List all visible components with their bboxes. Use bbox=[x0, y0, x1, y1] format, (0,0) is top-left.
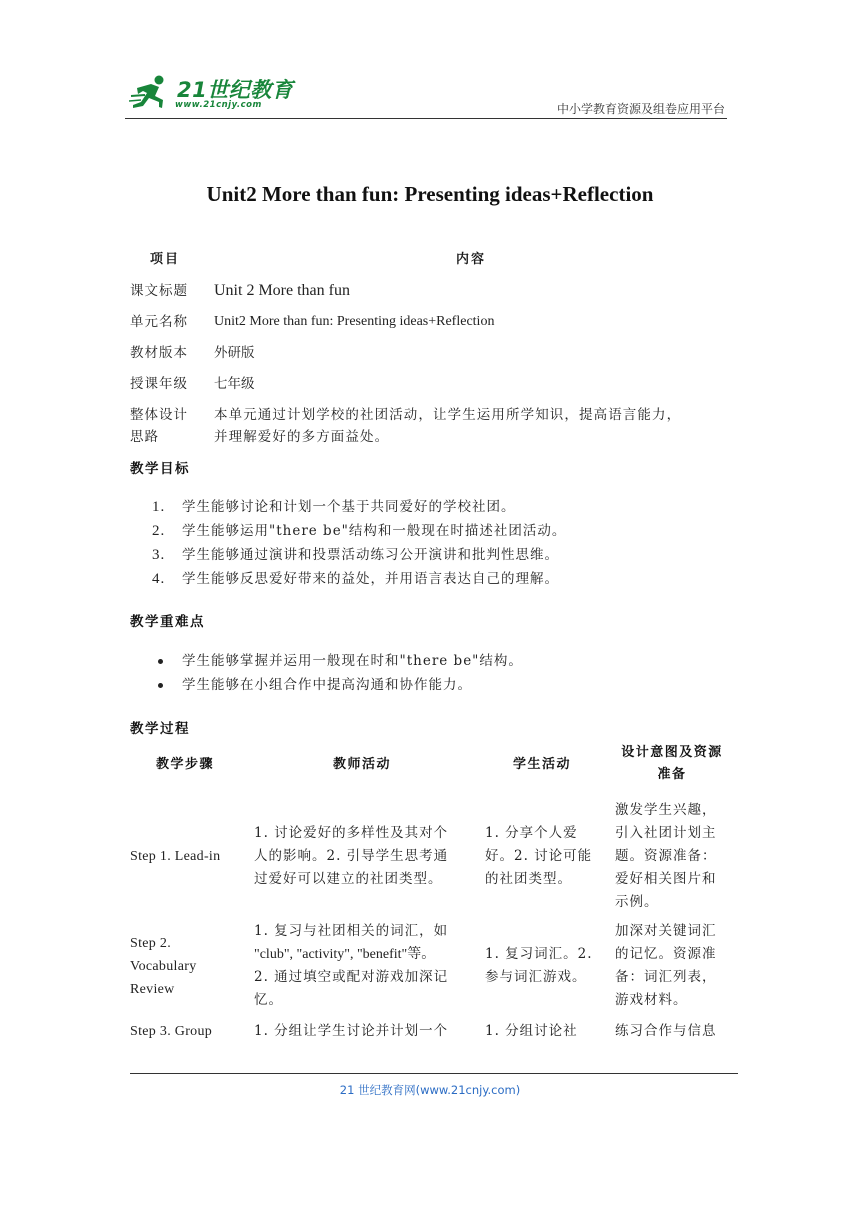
runner-logo-icon bbox=[129, 74, 173, 112]
info-label bbox=[130, 404, 202, 448]
header-divider bbox=[125, 118, 727, 119]
list-text: 学生能够反思爱好带来的益处，并用语言表达自己的理解。 bbox=[182, 571, 559, 587]
cell-line: Vocabulary bbox=[130, 959, 197, 974]
goals-list bbox=[152, 495, 732, 591]
cell-line: Step 3. Group bbox=[130, 1024, 213, 1039]
cell-line: 示例。 bbox=[615, 894, 659, 910]
list-text: 学生能够运用"there be"结构和一般现在时描述社团活动。 bbox=[182, 523, 567, 539]
list-number: 1. bbox=[152, 499, 166, 515]
cell-line: 参与词汇游戏。 bbox=[485, 969, 587, 985]
table-cell-teacher bbox=[254, 822, 474, 891]
table-cell-teacher bbox=[254, 1020, 484, 1043]
cell-line: 忆。 bbox=[254, 992, 283, 1008]
cell-line: Step 2. bbox=[130, 936, 171, 951]
list-item bbox=[152, 649, 732, 673]
table-cell-student bbox=[485, 1020, 605, 1043]
info-value: Unit2 More than fun: Presenting ideas+Reflection bbox=[214, 314, 495, 329]
info-value-line: 并理解爱好的多方面益处。 bbox=[214, 429, 390, 445]
footer-link[interactable]: 21 世纪教育网(www.21cnjy.com) bbox=[339, 1083, 521, 1097]
info-label: 课文标题 bbox=[130, 283, 188, 299]
page-header bbox=[125, 62, 727, 118]
cell-line: 备：词汇列表， bbox=[615, 969, 717, 985]
logo-url: www.21cnjy.com bbox=[175, 100, 262, 110]
table-cell-step bbox=[130, 932, 197, 1001]
info-value bbox=[214, 404, 734, 448]
col-design-header bbox=[612, 742, 732, 786]
logo-text: 21世纪教育 bbox=[177, 78, 294, 102]
keypoints-list bbox=[152, 649, 732, 697]
cell-line: 1. 分享个人爱 bbox=[485, 825, 578, 841]
cell-line: 过爱好可以建立的社团类型。 bbox=[254, 871, 443, 887]
col-student-header: 学生活动 bbox=[512, 757, 571, 772]
footer-divider bbox=[130, 1073, 738, 1074]
bullet-icon bbox=[158, 659, 163, 664]
table-cell-student bbox=[485, 822, 605, 891]
process-heading: 教学过程 bbox=[130, 721, 190, 737]
cell-line: 游戏材料。 bbox=[615, 992, 688, 1008]
platform-name: 中小学教育资源及组卷应用平台 bbox=[556, 102, 725, 116]
cell-line: 的社团类型。 bbox=[485, 871, 572, 887]
info-value: 七年级 bbox=[214, 376, 255, 392]
info-table-header bbox=[130, 244, 730, 268]
table-cell-design bbox=[615, 1020, 735, 1043]
info-value: 外研版 bbox=[214, 345, 255, 361]
list-number: 4. bbox=[152, 571, 166, 587]
cell-line: 1. 复习词汇。2. bbox=[485, 946, 593, 962]
cell-line: 加深对关键词汇 bbox=[615, 923, 717, 939]
cell-line: 1. 分组让学生讨论并计划一个 bbox=[254, 1023, 449, 1039]
cell-line: 好。2. 讨论可能 bbox=[485, 848, 593, 864]
bullet-icon bbox=[158, 683, 163, 688]
document-title: Unit2 More than fun: Presenting ideas+Reflection bbox=[206, 182, 654, 206]
cell-line: 题。资源准备： bbox=[615, 848, 717, 864]
cell-line: 1. 复习与社团相关的词汇，如 bbox=[254, 923, 449, 939]
col-content-header: 内容 bbox=[456, 252, 487, 267]
cell-line: Step 1. Lead-in bbox=[130, 849, 221, 864]
site-logo bbox=[125, 70, 295, 116]
info-label: 单元名称 bbox=[130, 314, 188, 330]
list-number: 3. bbox=[152, 547, 166, 563]
list-text: 学生能够讨论和计划一个基于共同爱好的学校社团。 bbox=[182, 499, 516, 515]
goals-heading: 教学目标 bbox=[130, 461, 190, 477]
list-text: 学生能够掌握并运用一般现在时和"there be"结构。 bbox=[182, 653, 523, 669]
list-item bbox=[152, 519, 732, 543]
list-text: 学生能够在小组合作中提高沟通和协作能力。 bbox=[182, 677, 472, 693]
table-cell-design bbox=[615, 920, 735, 1012]
info-label: 授课年级 bbox=[130, 376, 188, 392]
col-step-header: 教学步骤 bbox=[155, 757, 214, 772]
info-label-line: 思路 bbox=[130, 429, 159, 445]
cell-line: 爱好相关图片和 bbox=[615, 871, 717, 887]
cell-line: 1. 分组讨论社 bbox=[485, 1023, 578, 1039]
cell-line: 练习合作与信息 bbox=[615, 1023, 717, 1039]
cell-line: "club", "activity", "benefit"等。 bbox=[254, 947, 436, 962]
cell-line: 激发学生兴趣， bbox=[615, 802, 717, 818]
keypoints-heading: 教学重难点 bbox=[130, 614, 205, 630]
table-cell-design bbox=[615, 799, 735, 914]
header-line: 设计意图及资源 bbox=[621, 745, 723, 760]
col-teacher-header: 教师活动 bbox=[332, 757, 391, 772]
info-value-line: 本单元通过计划学校的社团活动，让学生运用所学知识，提高语言能力， bbox=[214, 407, 682, 423]
header-line: 准备 bbox=[657, 767, 687, 782]
table-cell-step bbox=[130, 845, 220, 868]
cell-line: Review bbox=[130, 982, 175, 997]
list-number: 2. bbox=[152, 523, 166, 539]
list-item bbox=[152, 567, 732, 591]
info-label-line: 整体设计 bbox=[130, 407, 188, 423]
cell-line: 1. 讨论爱好的多样性及其对个 bbox=[254, 825, 449, 841]
col-item-header: 项目 bbox=[150, 252, 181, 267]
info-label: 教材版本 bbox=[130, 345, 188, 361]
list-item bbox=[152, 543, 732, 567]
cell-line: 引入社团计划主 bbox=[615, 825, 717, 841]
info-value: Unit 2 More than fun bbox=[214, 282, 350, 299]
cell-line: 的记忆。资源准 bbox=[615, 946, 717, 962]
table-cell-student bbox=[485, 943, 605, 989]
list-item bbox=[152, 673, 732, 697]
list-text: 学生能够通过演讲和投票活动练习公开演讲和批判性思维。 bbox=[182, 547, 559, 563]
table-cell-step bbox=[130, 1020, 212, 1043]
cell-line: 人的影响。2. 引导学生思考通 bbox=[254, 848, 449, 864]
list-item bbox=[152, 495, 732, 519]
cell-line: 2. 通过填空或配对游戏加深记 bbox=[254, 969, 449, 985]
table-cell-teacher bbox=[254, 920, 484, 1012]
